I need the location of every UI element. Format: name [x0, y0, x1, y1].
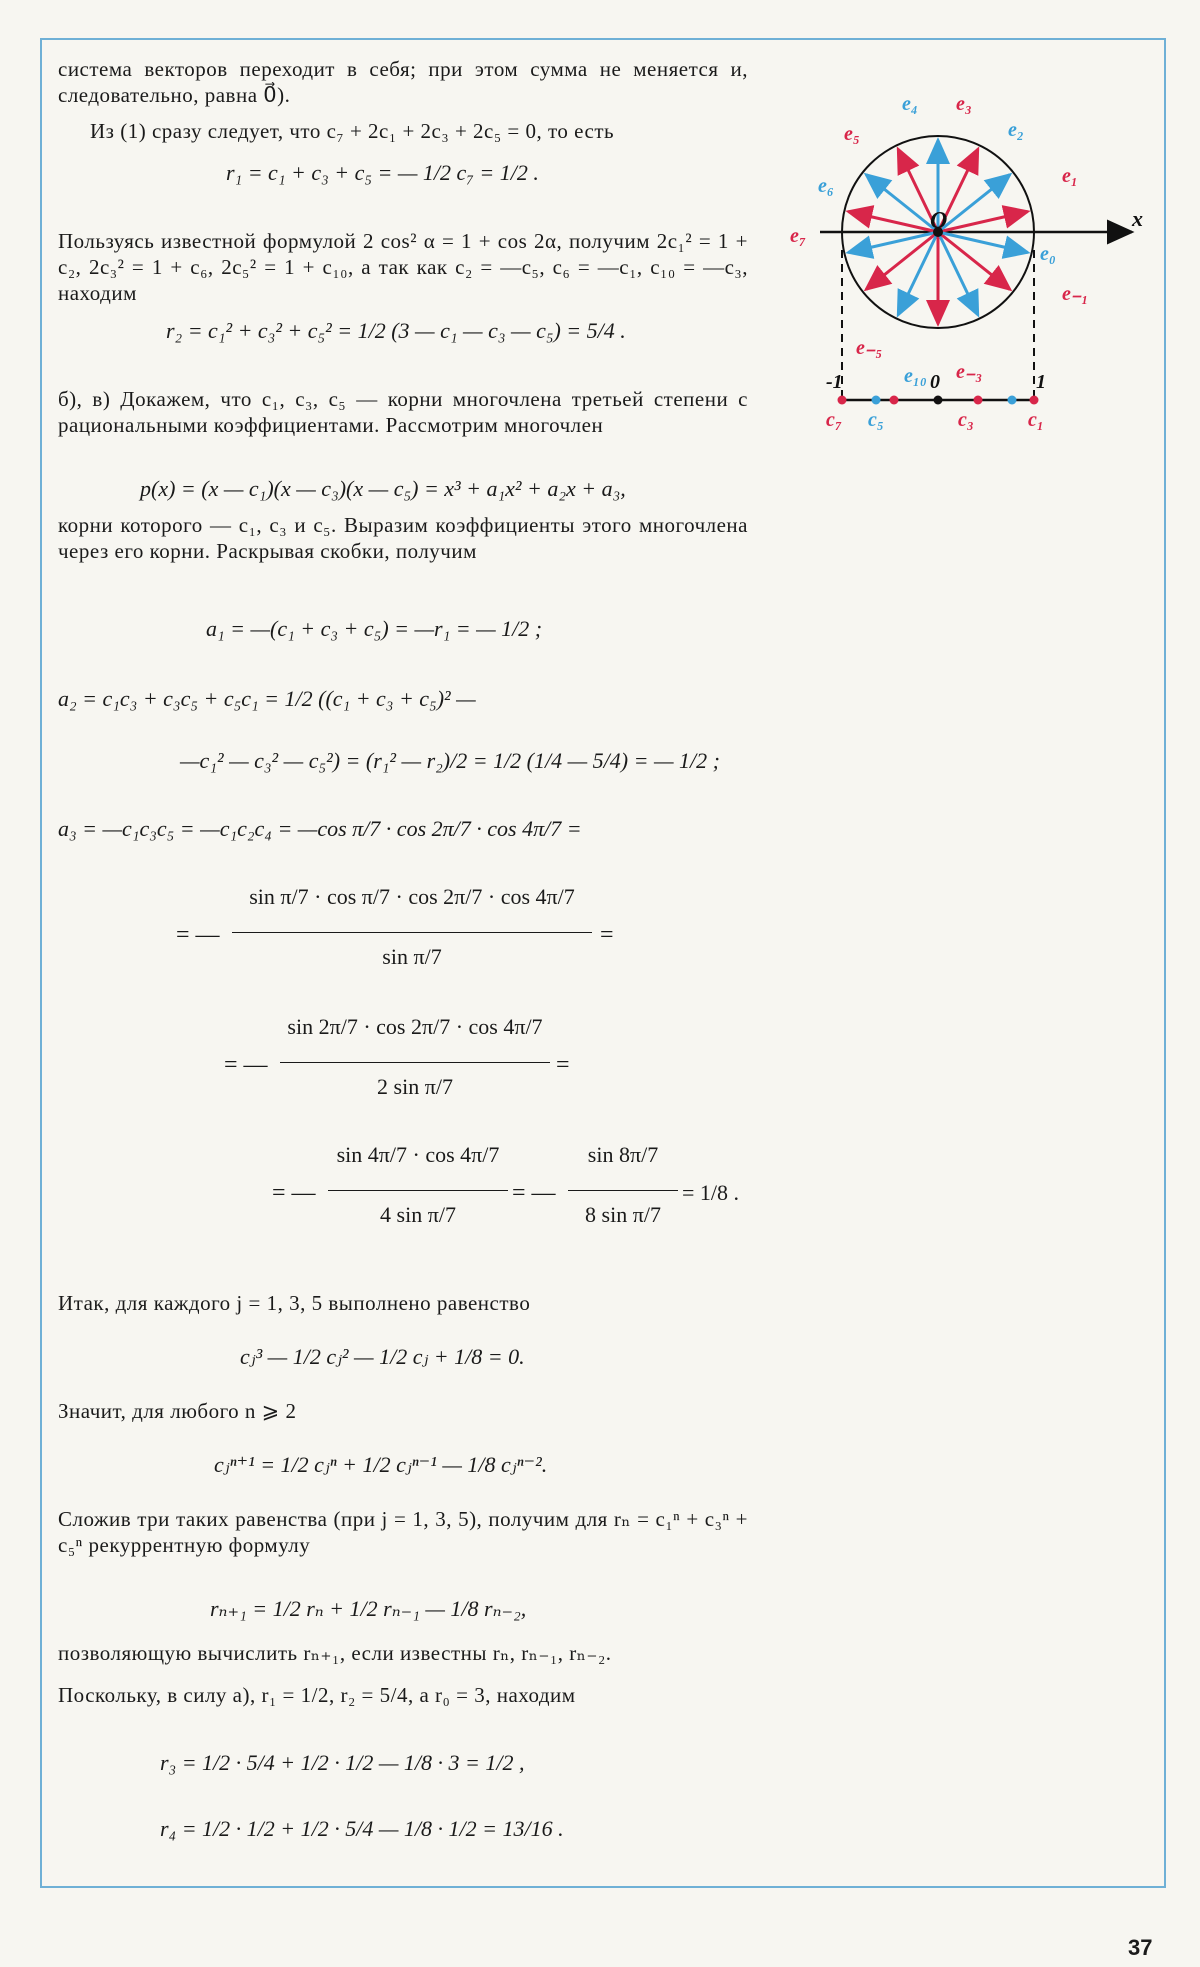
a3-fraction-4 [568, 1142, 678, 1252]
formula-cubic: cⱼ³ — 1/2 cⱼ² — 1/2 cⱼ + 1/8 = 0. [240, 1344, 525, 1369]
vector-label: e₃ [956, 93, 972, 115]
segment-point [872, 396, 881, 405]
segment-point [934, 396, 943, 405]
vector-label: e₀ [1040, 243, 1056, 265]
vector-label: e₄ [902, 93, 918, 115]
eq-sign: = — [224, 1052, 268, 1078]
a3-fraction-3 [328, 1142, 508, 1252]
formula-r4: r₄ = 1/2 · 1/2 + 1/2 · 5/4 — 1/8 · 1/2 = 13/16 . [160, 1816, 564, 1841]
segment-point [1030, 396, 1039, 405]
paragraph-8: Сложив три таких равенства (при j = 1, 3, 5), получим для rₙ = c₁ⁿ + c₃ⁿ + c₅ⁿ рекуррентную формулу [58, 1507, 748, 1557]
c-label: c₅ [868, 409, 884, 431]
fraction-bar [232, 932, 592, 933]
fraction-bar [568, 1190, 678, 1191]
x-axis-label: x [1132, 206, 1143, 231]
paragraph-6: Итак, для каждого j = 1, 3, 5 выполнено равенство [58, 1291, 531, 1315]
vector-label: e₅ [844, 123, 860, 145]
unit-vector-arrow [898, 232, 938, 315]
c-label: c₃ [958, 409, 974, 431]
vector-label: e₁₀ [904, 365, 927, 387]
segment-point [974, 396, 983, 405]
paragraph-4: б), в) Докажем, что c₁, c₃, c₅ — корни многочлена третьей степени с рациональными коэффициентами. Рассмотрим многочлен [58, 387, 748, 437]
formula-power: cⱼⁿ⁺¹ = 1/2 cⱼⁿ + 1/2 cⱼⁿ⁻¹ — 1/8 cⱼⁿ⁻². [214, 1452, 548, 1477]
a3-num-2: sin 2π/7 · cos 2π/7 · cos 4π/7 [287, 1014, 543, 1039]
eq-sign: = [556, 1052, 570, 1078]
formula-a2-line1: a₂ = c₁c₃ + c₃c₅ + c₅c₁ = 1/2 ((c₁ + c₃ + c₅)² — [58, 686, 476, 711]
fraction-bar [328, 1190, 508, 1191]
one-label: 1 [1036, 371, 1046, 393]
paragraph-7: Значит, для любого n ⩾ 2 [58, 1399, 297, 1423]
segment-point [890, 396, 899, 405]
paragraph-9: позволяющую вычислить rₙ₊₁, если известны rₙ, rₙ₋₁, rₙ₋₂. [58, 1641, 612, 1665]
eq-sign: = [600, 922, 614, 948]
formula-a1: a₁ = —(c₁ + c₃ + c₅) = —r₁ = — 1/2 ; [206, 616, 543, 641]
paragraph-2: Из (1) сразу следует, что c₇ + 2c₁ + 2c₃ + 2c₅ = 0, то есть [90, 119, 615, 143]
unit-circle-figure [780, 80, 1160, 440]
a3-den-4: 8 sin π/7 [585, 1202, 661, 1227]
paragraph-3: Пользуясь известной формулой 2 cos² α = 1 + cos 2α, получим 2c₁² = 1 + c₂, 2c₃² = 1 + c₆, 2c₅² = 1 + c₁₀, а так как c₂ = —c₅, c₆ = —c₁, c₁₀ = —c₃, находим [58, 229, 748, 305]
eq-sign: = — [512, 1180, 556, 1206]
formula-polynomial: p(x) = (x — c₁)(x — c₃)(x — c₅) = x³ + a₁x² + a₂x + a₃, [140, 476, 626, 501]
fraction-bar [280, 1062, 550, 1063]
vector-label: e₋₁ [1062, 283, 1089, 305]
a3-num-3: sin 4π/7 · cos 4π/7 [336, 1142, 500, 1167]
a3-num-1: sin π/7 · cos π/7 · cos 2π/7 · cos 4π/7 [249, 884, 575, 909]
paragraph-1: система векторов переходит в себя; при этом сумма не меняется и, следовательно, равна 0⃗). [58, 57, 748, 107]
c-label: c₇ [826, 409, 842, 431]
a3-num-4: sin 8π/7 [587, 1142, 659, 1167]
formula-a2-line2: —c₁² — c₃² — c₅²) = (r₁² — r₂)/2 = 1/2 (1/4 — 5/4) = — 1/2 ; [180, 748, 720, 773]
vector-label: e₂ [1008, 119, 1024, 141]
formula-r2: r₂ = c₁² + c₃² + c₅² = 1/2 (3 — c₁ — c₃ — c₅) = 5/4 . [166, 318, 626, 343]
paragraph-10: Поскольку, в силу а), r₁ = 1/2, r₂ = 5/4, а r₀ = 3, находим [58, 1683, 576, 1707]
segment-point [838, 396, 847, 405]
a3-den-1: sin π/7 [382, 944, 442, 969]
vector-label: e₋₅ [856, 337, 883, 359]
minus-one-label: -1 [826, 371, 843, 393]
vector-label: e₆ [818, 175, 834, 197]
zero-label: 0 [930, 371, 940, 393]
formula-r1: r₁ = c₁ + c₃ + c₅ = — 1/2 c₇ = 1/2 . [226, 160, 539, 185]
a3-den-3: 4 sin π/7 [380, 1202, 456, 1227]
formula-r3: r₃ = 1/2 · 5/4 + 1/2 · 1/2 — 1/8 · 3 = 1/2 , [160, 1750, 525, 1775]
origin-label: O [930, 208, 948, 234]
vector-label: e₁ [1062, 165, 1078, 187]
formula-a3-line1: a₃ = —c₁c₃c₅ = —c₁c₂c₄ = —cos π/7 · cos 2π/7 · cos 4π/7 = [58, 816, 582, 841]
unit-vector-arrow [938, 232, 978, 315]
a3-fraction-1 [232, 884, 592, 994]
segment-point [1008, 396, 1017, 405]
a3-fraction-2 [280, 1014, 550, 1124]
vector-label: e₋₃ [956, 361, 983, 383]
paragraph-5: корни которого — c₁, c₃ и c₅. Выразим коэффициенты этого многочлена через его корни. Раскрывая скобки, получим [58, 513, 748, 563]
a3-result: = 1/8 . [682, 1180, 740, 1205]
vector-label: e₇ [790, 225, 806, 247]
eq-sign: = — [272, 1180, 316, 1206]
a3-den-2: 2 sin π/7 [377, 1074, 453, 1099]
eq-sign: = — [176, 922, 220, 948]
page-number: 37 [1128, 1935, 1153, 1960]
c-labels [826, 409, 1044, 431]
c-label: c₁ [1028, 409, 1044, 431]
formula-recurrence: rₙ₊₁ = 1/2 rₙ + 1/2 rₙ₋₁ — 1/8 rₙ₋₂, [210, 1596, 527, 1621]
